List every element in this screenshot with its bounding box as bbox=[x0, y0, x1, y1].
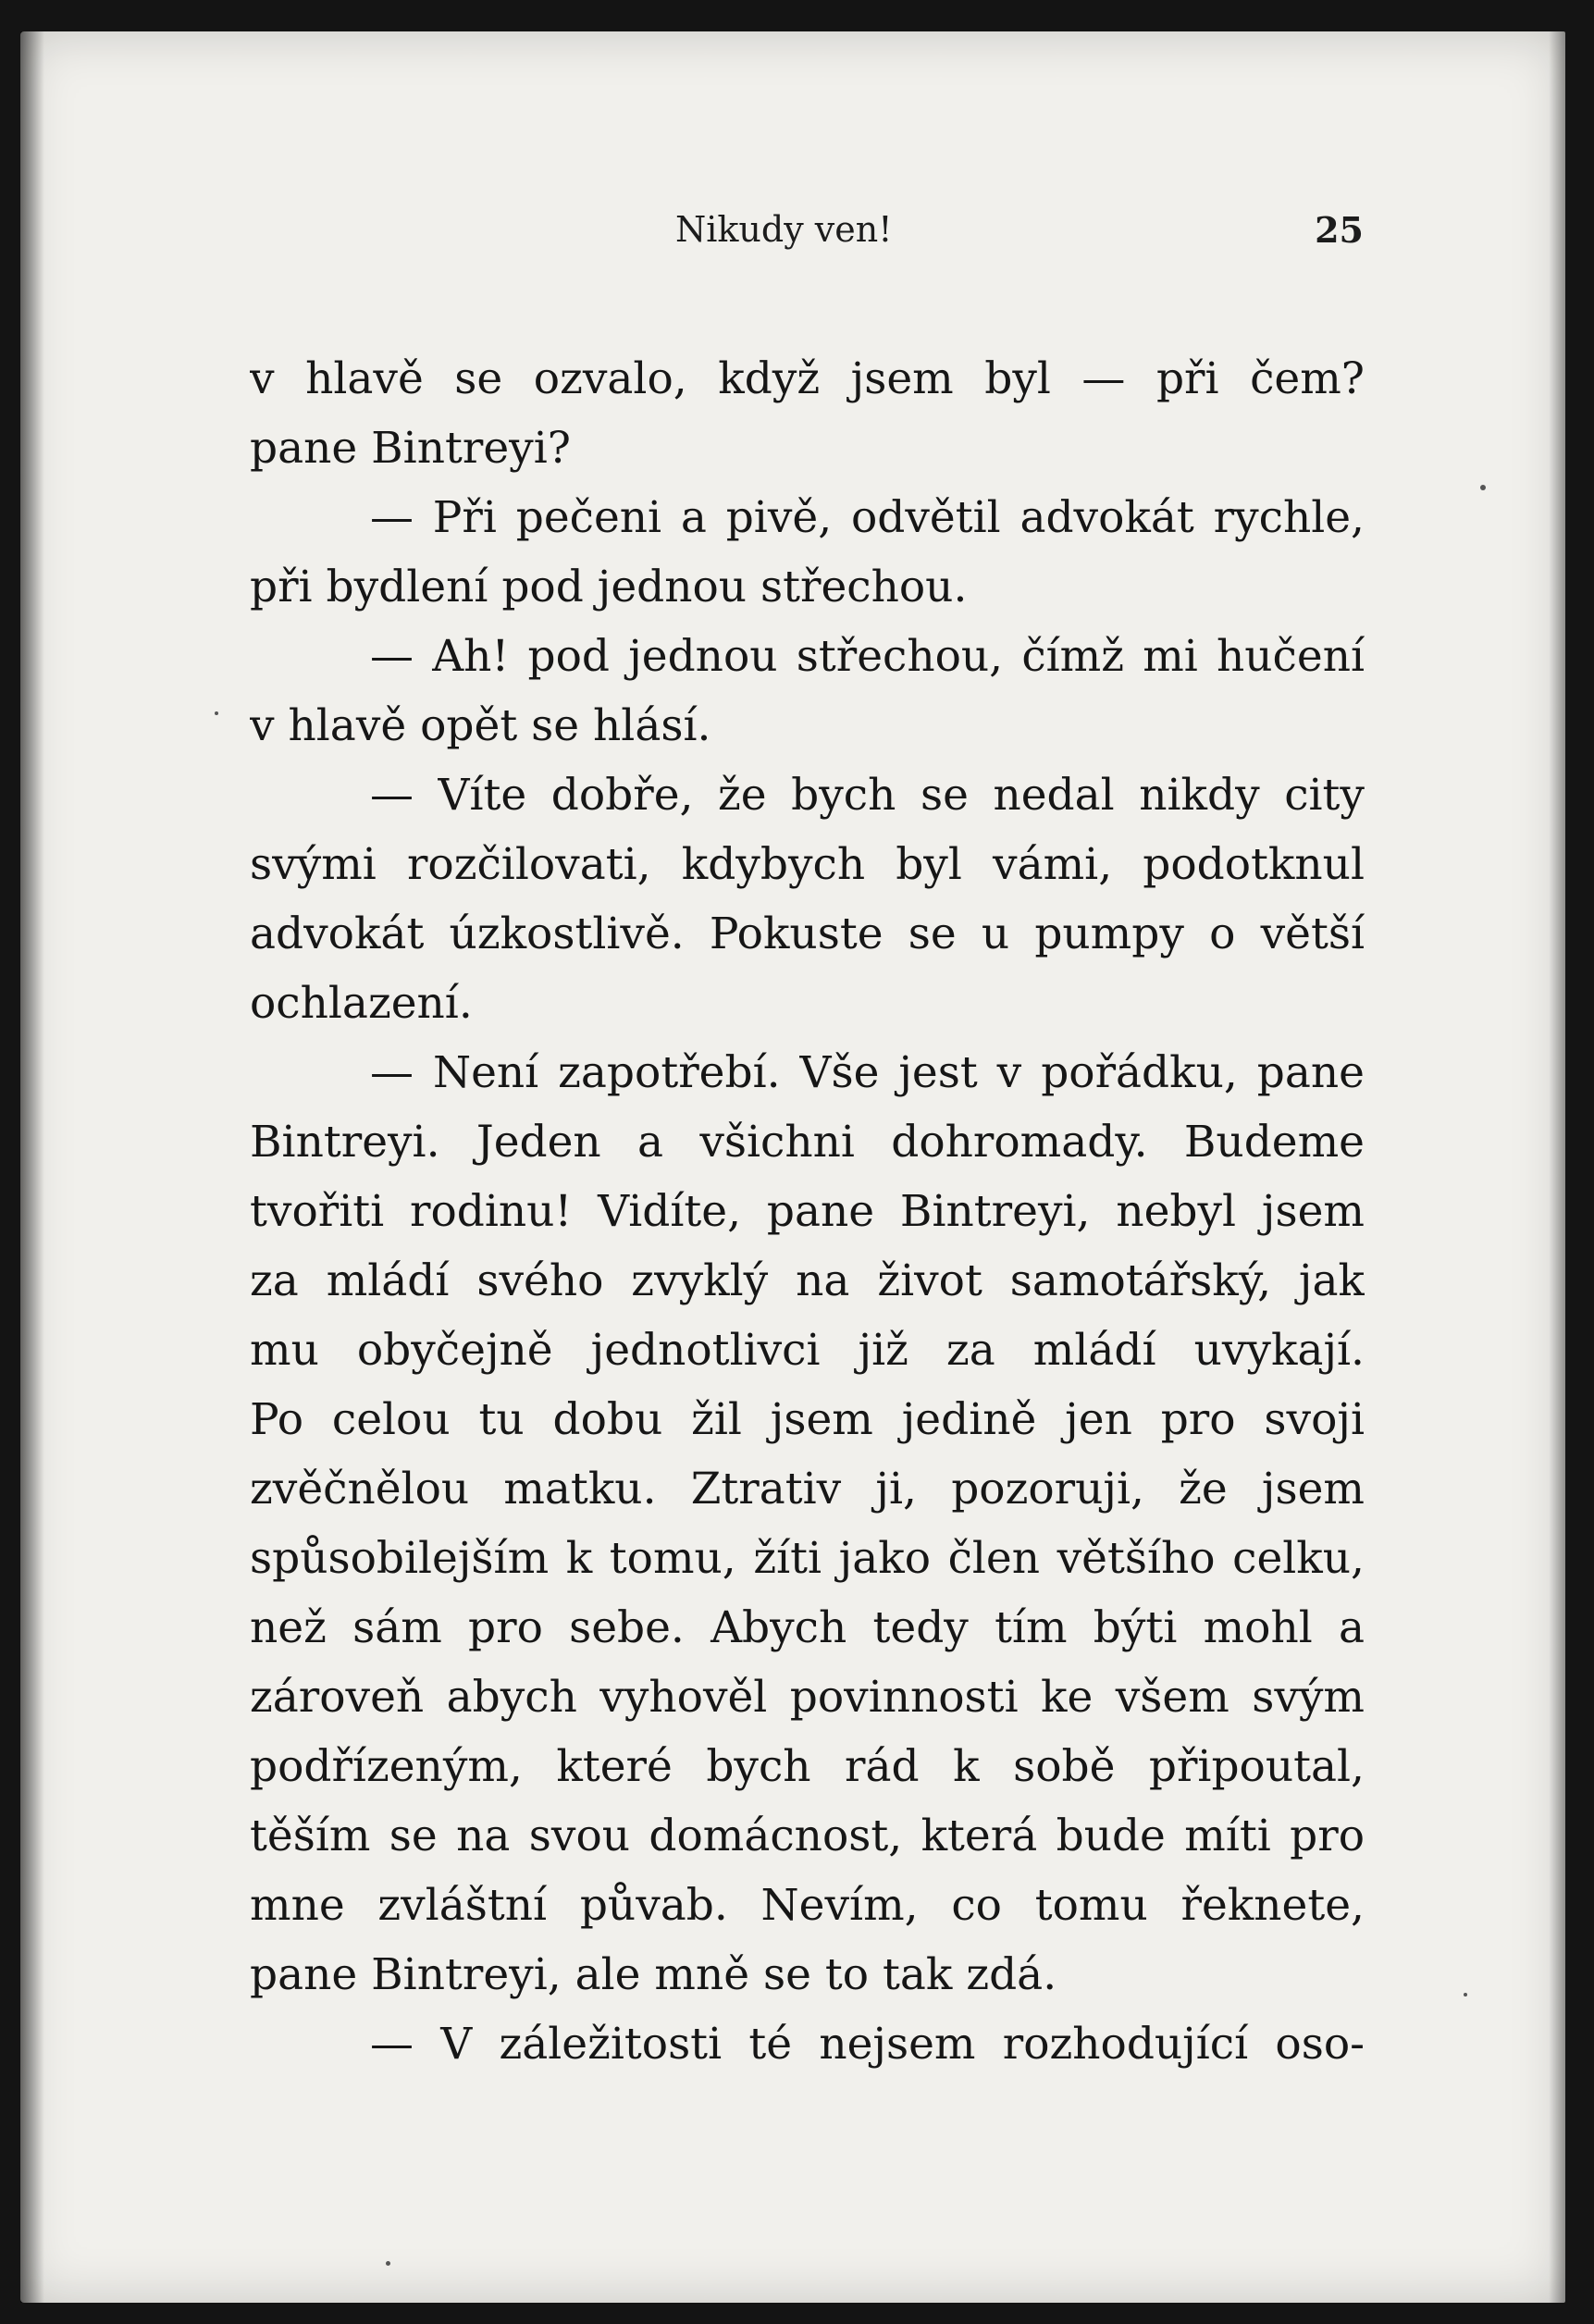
text-line: — V záležitosti té nejsem rozhodující oso- bbox=[370, 2019, 1365, 2070]
text-line: spůsobilejším k tomu, žíti jako člen většího celku, bbox=[250, 1533, 1365, 1584]
text-line: — Ah! pod jednou střechou, čímž mi hučení bbox=[370, 631, 1365, 682]
text-line: — Při pečeni a pivě, odvětil advokát rychle, bbox=[370, 492, 1365, 543]
page-header bbox=[250, 209, 1364, 265]
text-line: za mládí svého zvyklý na život samotářský, jak bbox=[250, 1255, 1365, 1306]
paper-speck bbox=[1464, 1993, 1467, 1996]
paper-speck bbox=[215, 711, 218, 715]
text-line: těším se na svou domácnost, která bude míti pro bbox=[250, 1811, 1365, 1861]
page-number: 25 bbox=[1315, 209, 1364, 251]
text-line: než sám pro sebe. Abych tedy tím býti mohl a bbox=[250, 1602, 1365, 1653]
text-line: podřízeným, které bych rád k sobě připoutal, bbox=[250, 1741, 1365, 1792]
text-line: zvěčnělou matku. Ztrativ ji, pozoruji, že jsem bbox=[250, 1464, 1365, 1514]
spine-shadow bbox=[20, 31, 44, 2303]
text-line: pane Bintreyi, ale mně se to tak zdá. bbox=[250, 1949, 1057, 2000]
text-line: při bydlení pod jednou střechou. bbox=[250, 562, 968, 612]
text-line: — Není zapotřebí. Vše jest v pořádku, pane bbox=[370, 1047, 1365, 1098]
text-line: svými rozčilovati, kdybych byl vámi, podotknul bbox=[250, 839, 1365, 890]
text-line: mne zvláštní půvab. Nevím, co tomu řeknete, bbox=[250, 1880, 1365, 1931]
text-line: v hlavě opět se hlásí. bbox=[250, 700, 711, 751]
text-line: ochlazení. bbox=[250, 978, 473, 1029]
paper-speck bbox=[386, 2261, 390, 2266]
text-line: zároveň abych vyhověl povinnosti ke všem svým bbox=[250, 1672, 1365, 1723]
text-body bbox=[250, 344, 1365, 2079]
text-line: Po celou tu dobu žil jsem jedině jen pro svoji bbox=[250, 1394, 1365, 1445]
text-line: Bintreyi. Jeden a všichni dohromady. Budeme bbox=[250, 1117, 1365, 1168]
text-line: pane Bintreyi? bbox=[250, 423, 571, 474]
book-page bbox=[20, 31, 1565, 2303]
paper-speck bbox=[1480, 485, 1486, 490]
running-head: Nikudy ven! bbox=[675, 209, 893, 250]
text-line: v hlavě se ozvalo, když jsem byl — při čem? bbox=[250, 353, 1365, 404]
text-line: — Víte dobře, že bych se nedal nikdy city bbox=[370, 770, 1365, 821]
text-line: mu obyčejně jednotlivci již za mládí uvykají. bbox=[250, 1325, 1365, 1376]
edge-shadow bbox=[1549, 31, 1565, 2303]
text-line: tvořiti rodinu! Vidíte, pane Bintreyi, nebyl jsem bbox=[250, 1186, 1365, 1237]
text-line: advokát úzkostlivě. Pokuste se u pumpy o větší bbox=[250, 909, 1365, 959]
